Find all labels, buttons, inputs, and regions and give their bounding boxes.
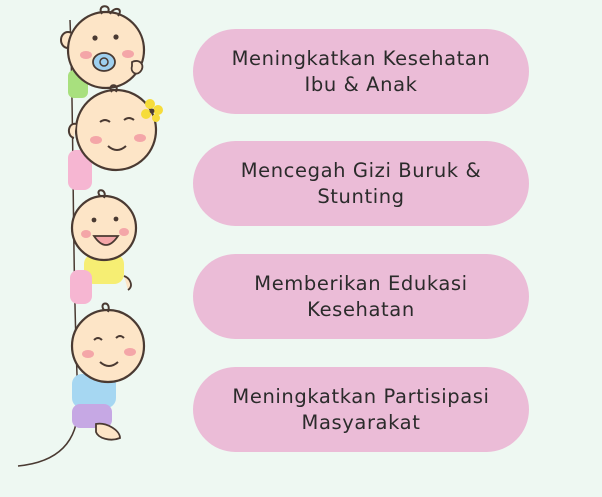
baby-4-cheek-right [124, 348, 136, 356]
baby-4-smiling-icon [72, 304, 144, 440]
benefit-pill-1-label: Meningkatkan Kesehatan Ibu & Anak [231, 46, 491, 96]
baby-1-pacifier-icon [61, 6, 144, 98]
baby-3-eye-right [114, 217, 119, 222]
baby-1-hand [132, 61, 143, 74]
baby-1-eye-left [92, 35, 97, 40]
baby-2-cheek-left [90, 136, 102, 144]
benefit-pill-3-label: Memberikan Edukasi Kesehatan [254, 271, 468, 321]
stacked-babies-icon [0, 0, 180, 497]
benefit-pill-4-label: Meningkatkan Partisipasi Masyarakat [232, 384, 490, 434]
baby-2-ear [69, 124, 76, 138]
baby-2-flower-icon [68, 85, 163, 190]
baby-3-eye-left [92, 218, 97, 223]
benefit-pill-4 [193, 367, 529, 452]
baby-1-cheek-right [122, 50, 134, 58]
baby-3-laughing-icon [70, 190, 136, 304]
baby-2-cheek-right [134, 134, 146, 142]
benefit-pill-2-label: Mencegah Gizi Buruk & Stunting [240, 158, 482, 208]
baby-1-cheek-left [80, 51, 92, 59]
baby-4-head [72, 310, 144, 382]
baby-4-foot [96, 424, 120, 440]
baby-1-pacifier [93, 53, 115, 71]
baby-1-head [68, 12, 144, 88]
benefit-pill-1 [193, 29, 529, 114]
baby-4-cheek-left [82, 350, 94, 358]
baby-3-cheek-left [81, 230, 91, 238]
baby-3-head [72, 196, 136, 260]
baby-2-head [76, 90, 156, 170]
baby-3-cheek-right [119, 228, 129, 236]
benefit-pill-3 [193, 254, 529, 339]
baby-3-hand [124, 276, 131, 290]
benefit-pill-2 [193, 141, 529, 226]
baby-1-eye-right [113, 34, 118, 39]
baby-3-pants [70, 270, 92, 304]
